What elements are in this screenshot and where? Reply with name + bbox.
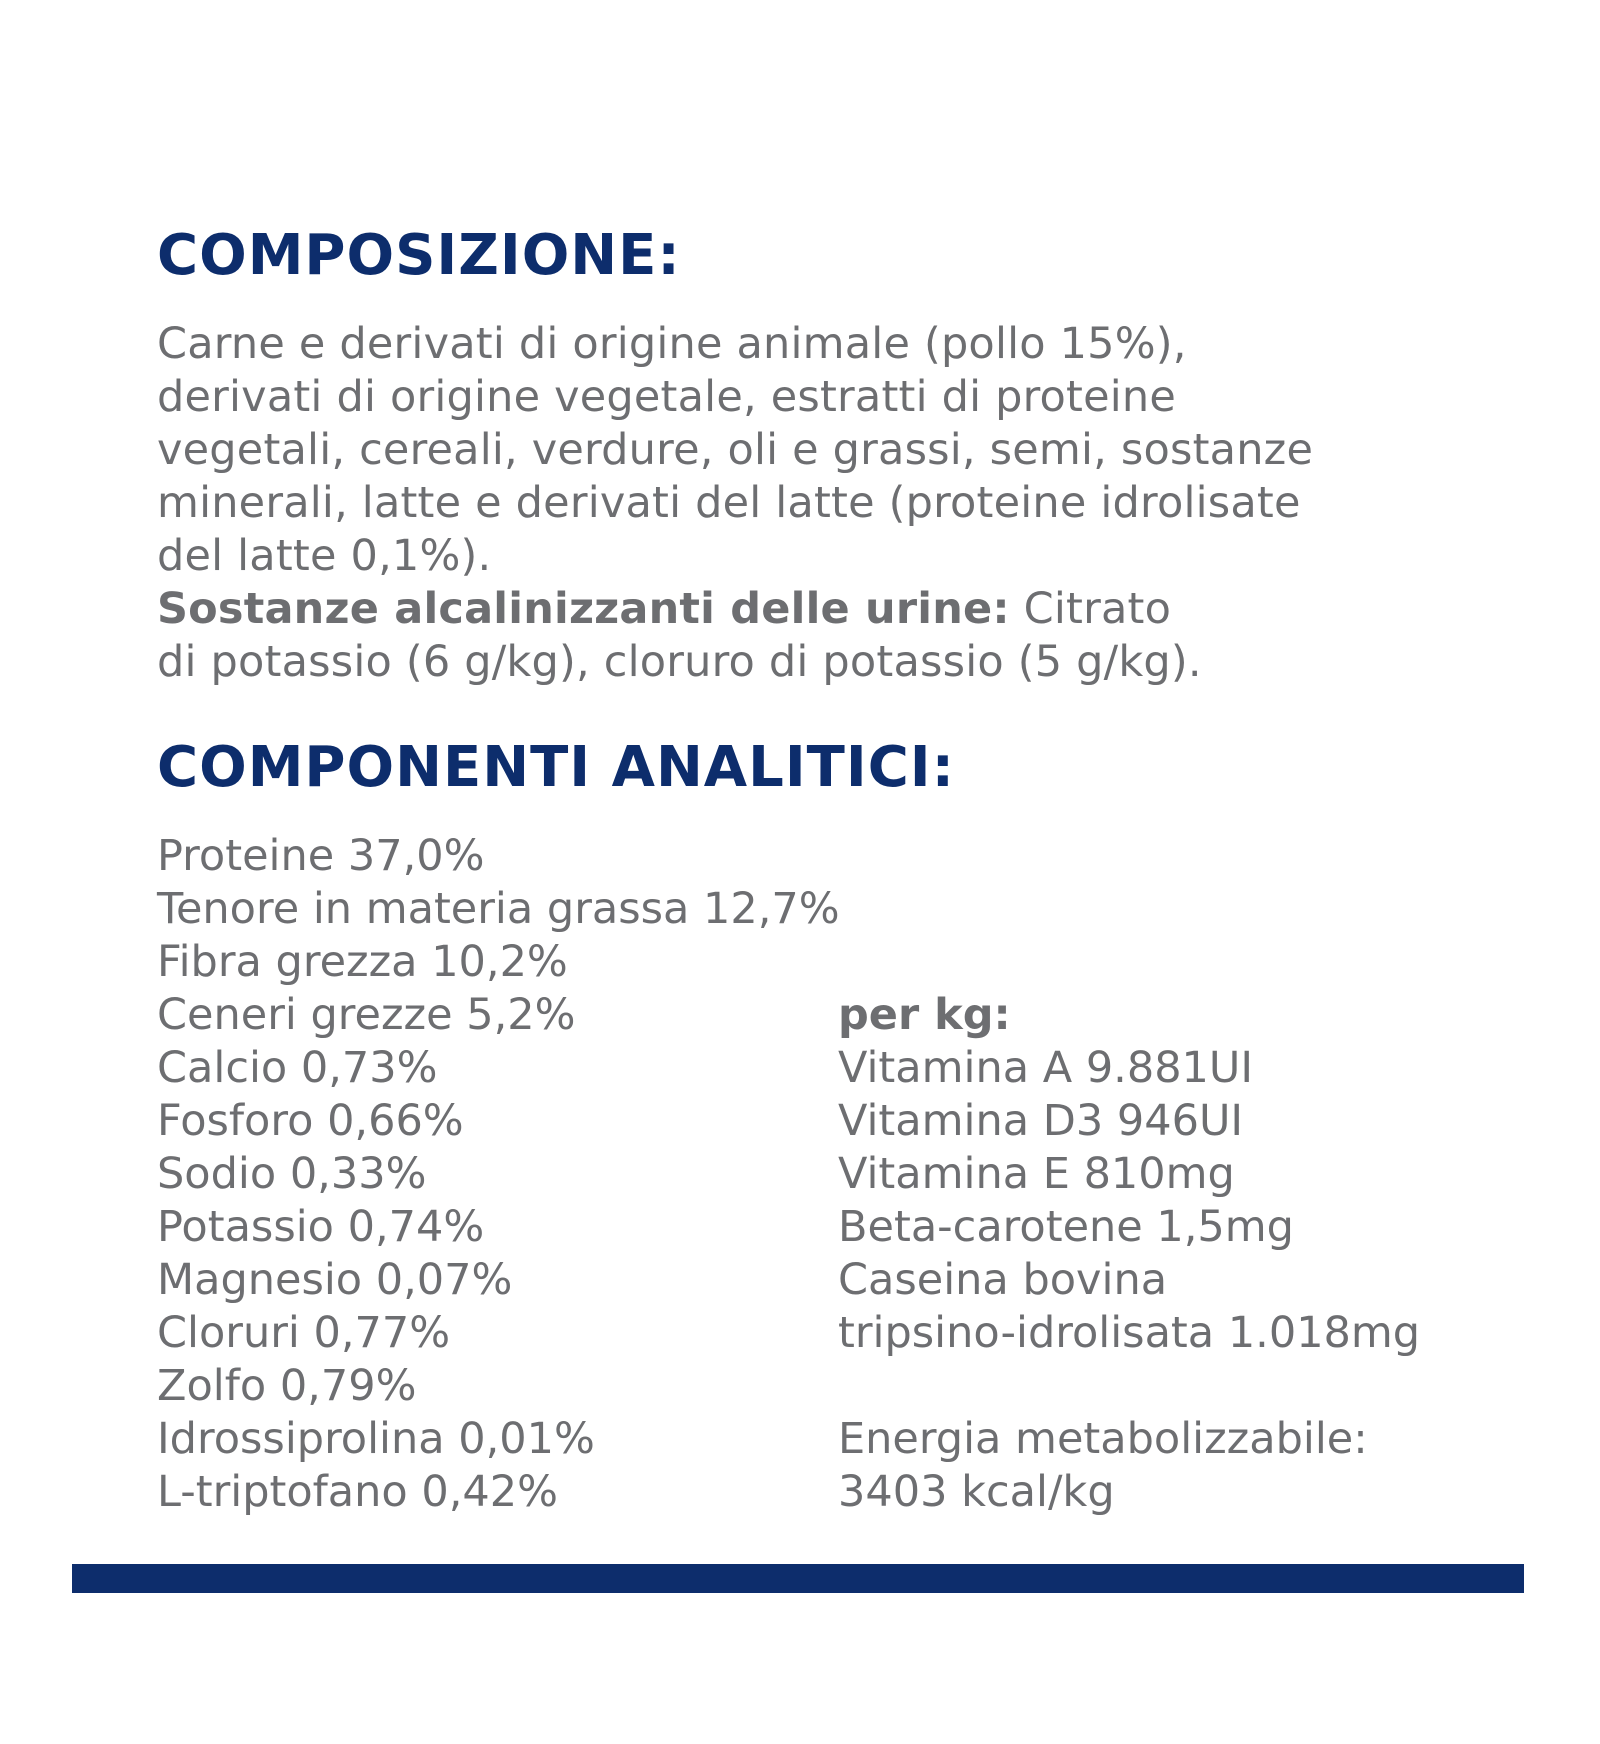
per-kg-item: Vitamina D3 946UI xyxy=(838,1096,1244,1146)
per-kg-item: Vitamina E 810mg xyxy=(838,1149,1235,1199)
list-item: Potassio 0,74% xyxy=(157,1202,485,1252)
per-kg-item: tripsino-idrolisata 1.018mg xyxy=(838,1308,1421,1358)
analytic-components-list xyxy=(157,830,840,1519)
list-item: L-triptofano 0,42% xyxy=(157,1467,558,1517)
list-item: Zolfo 0,79% xyxy=(157,1361,417,1411)
per-kg-item: Vitamina A 9.881UI xyxy=(838,1043,1254,1093)
list-item: Idrossiprolina 0,01% xyxy=(157,1414,595,1464)
composition-heading: COMPOSIZIONE: xyxy=(157,223,681,288)
analytics-heading: COMPONENTI ANALITICI: xyxy=(157,735,956,800)
composition-line: vegetali, cereali, verdure, oli e grassi, semi, sostanze xyxy=(157,425,1314,475)
per-kg-item: Caseina bovina xyxy=(838,1255,1168,1305)
list-item: Fibra grezza 10,2% xyxy=(157,937,568,987)
energy-value: 3403 kcal/kg xyxy=(838,1467,1115,1517)
list-item: Tenore in materia grassa 12,7% xyxy=(157,884,840,934)
composition-line: del latte 0,1%). xyxy=(157,531,492,581)
alkaline-value-start: Citrato xyxy=(1009,584,1172,634)
list-item: Fosforo 0,66% xyxy=(157,1096,464,1146)
per-kg-column xyxy=(838,989,1420,1519)
spacer xyxy=(838,1360,1420,1413)
bottom-divider-bar xyxy=(72,1564,1524,1593)
composition-line: minerali, latte e derivati del latte (proteine idrolisate xyxy=(157,478,1301,528)
alkaline-label: Sostanze alcalinizzanti delle urine: xyxy=(157,584,1010,634)
composition-line: derivati di origine vegetale, estratti di proteine xyxy=(157,372,1177,422)
alkaline-value-end: di potassio (6 g/kg), cloruro di potassio (5 g/kg). xyxy=(157,637,1202,687)
list-item: Magnesio 0,07% xyxy=(157,1255,513,1305)
energy-label: Energia metabolizzabile: xyxy=(838,1414,1368,1464)
list-item: Proteine 37,0% xyxy=(157,831,485,881)
list-item: Cloruri 0,77% xyxy=(157,1308,451,1358)
alkaline-text xyxy=(157,583,1202,689)
composition-line: Carne e derivati di origine animale (pollo 15%), xyxy=(157,319,1187,369)
list-item: Calcio 0,73% xyxy=(157,1043,438,1093)
per-kg-item: Beta-carotene 1,5mg xyxy=(838,1202,1294,1252)
list-item: Ceneri grezze 5,2% xyxy=(157,990,576,1040)
list-item: Sodio 0,33% xyxy=(157,1149,427,1199)
composition-text xyxy=(157,318,1313,583)
alkaline-line xyxy=(157,583,1202,636)
per-kg-label: per kg: xyxy=(838,990,1011,1040)
